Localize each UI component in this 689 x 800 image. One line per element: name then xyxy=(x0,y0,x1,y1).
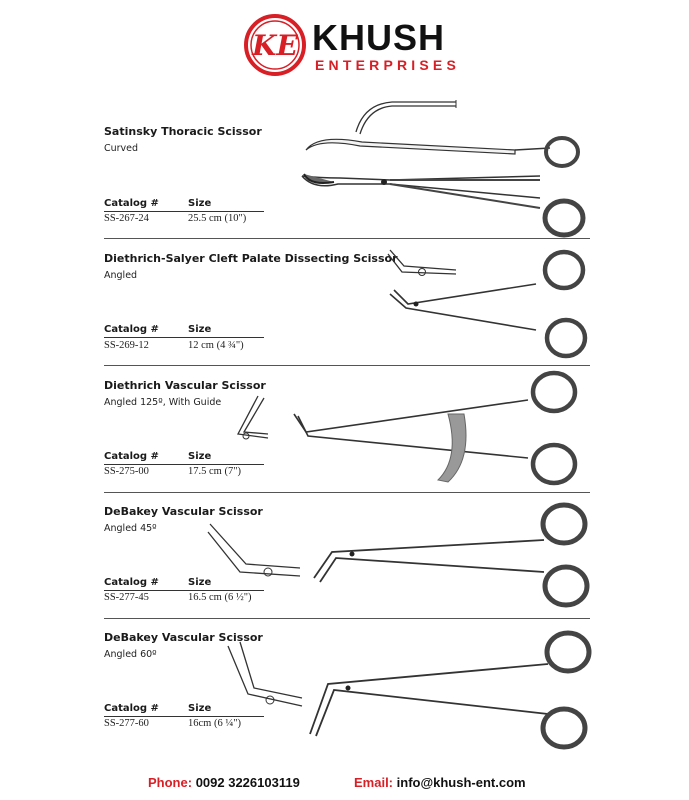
size-header: Size xyxy=(188,198,212,209)
diethrich-salyer-scissor-image xyxy=(386,244,596,364)
debakey-45-scissor-image xyxy=(204,498,596,618)
brand-name: KHUSH xyxy=(312,17,446,58)
section-divider xyxy=(104,618,590,619)
catalog-header: Catalog # xyxy=(104,703,159,714)
logo-mark-text: KE xyxy=(252,29,298,62)
catalog-header: Catalog # xyxy=(104,198,159,209)
footer-phone xyxy=(148,775,300,790)
company-logo xyxy=(244,14,460,76)
product-size: 16.5 cm (6 ½") xyxy=(188,592,252,603)
product-variant: Curved xyxy=(104,143,139,154)
product-size: 16cm (6 ¼") xyxy=(188,718,241,729)
product-name: Diethrich Vascular Scissor xyxy=(104,379,266,392)
catalog-number: SS-275-00 xyxy=(104,466,149,477)
email-link[interactable]: info@khush-ent.com xyxy=(396,775,526,790)
catalog-number: SS-277-60 xyxy=(104,718,149,729)
product-name: DeBakey Vascular Scissor xyxy=(104,505,263,518)
email-label: Email: xyxy=(354,775,394,790)
product-size: 12 cm (4 ¾") xyxy=(188,340,244,351)
diethrich-vascular-scissor-image xyxy=(228,370,598,490)
brand-subtitle: ENTERPRISES xyxy=(315,57,460,73)
section-divider xyxy=(104,365,590,366)
product-name: Diethrich-Salyer Cleft Palate Dissecting Scissor xyxy=(104,252,398,265)
section-divider xyxy=(104,492,590,493)
phone-number[interactable]: 0092 3226103119 xyxy=(195,775,300,790)
catalog-header: Catalog # xyxy=(104,451,159,462)
catalog-number: SS-269-12 xyxy=(104,340,149,351)
product-variant: Angled xyxy=(104,270,138,281)
catalog-header: Catalog # xyxy=(104,577,159,588)
product-size: 25.5 cm (10") xyxy=(188,213,247,224)
size-header: Size xyxy=(188,324,212,335)
catalog-number: SS-277-45 xyxy=(104,592,149,603)
header-underline xyxy=(104,211,264,212)
size-header: Size xyxy=(188,577,212,588)
product-variant: Angled 45º xyxy=(104,523,157,534)
product-name: Satinsky Thoracic Scissor xyxy=(104,125,262,138)
phone-label: Phone: xyxy=(148,775,193,790)
product-size: 17.5 cm (7") xyxy=(188,466,241,477)
product-variant: Angled 125º, With Guide xyxy=(104,397,222,408)
ke-logo-mark-icon xyxy=(244,14,306,76)
catalog-number: SS-267-24 xyxy=(104,213,149,224)
product-name: DeBakey Vascular Scissor xyxy=(104,631,263,644)
satinsky-scissor-image xyxy=(300,98,600,238)
catalog-header: Catalog # xyxy=(104,324,159,335)
product-variant: Angled 60º xyxy=(104,649,157,660)
size-header: Size xyxy=(188,451,212,462)
size-header: Size xyxy=(188,703,212,714)
debakey-60-scissor-image xyxy=(218,622,596,752)
section-divider xyxy=(104,238,590,239)
footer-email xyxy=(354,775,526,790)
header-underline xyxy=(104,337,264,338)
